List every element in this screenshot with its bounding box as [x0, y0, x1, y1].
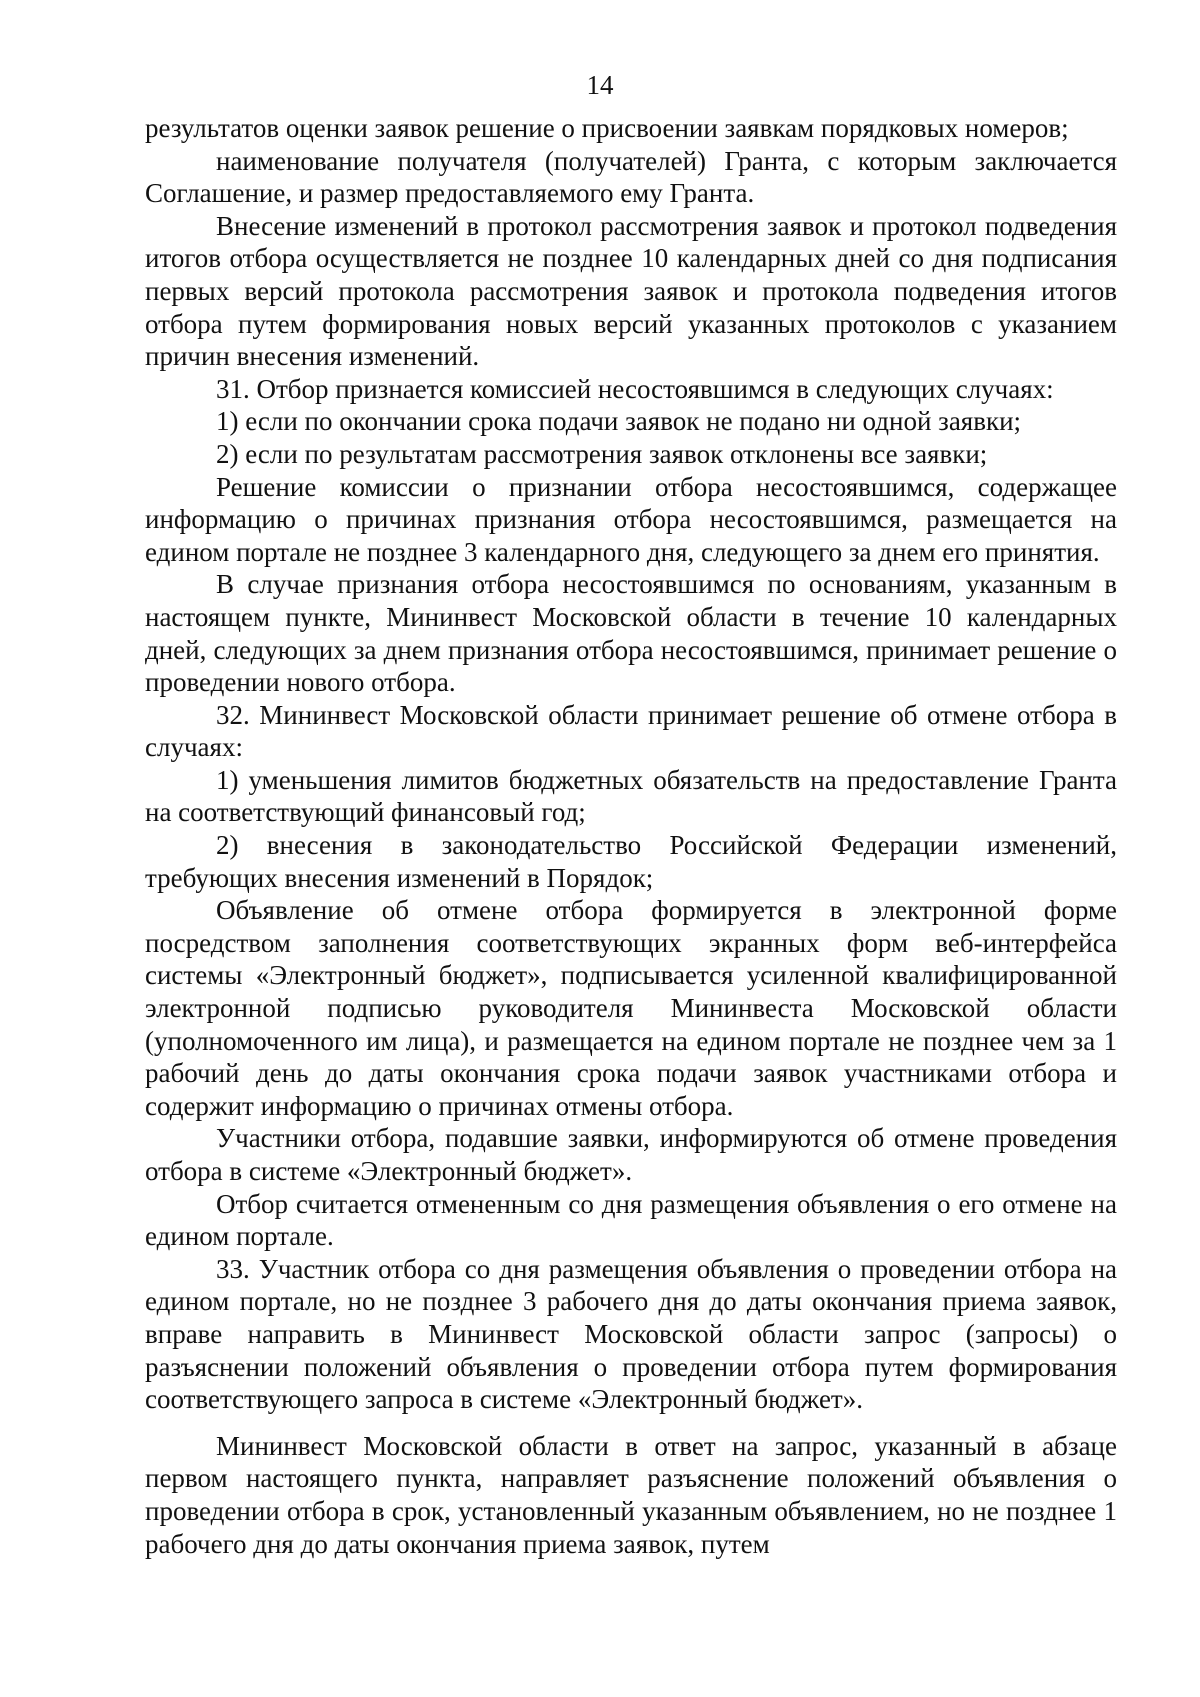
document-body — [145, 112, 1117, 1560]
paragraph: 32. Мининвест Московской области принимает решение об отмене отбора в случаях: — [145, 699, 1117, 763]
paragraph: наименование получателя (получателей) Гранта, с которым заключается Соглашение, и размер предоставляемого ему Гранта. — [145, 145, 1117, 209]
paragraph: Решение комиссии о признании отбора несостоявшимся, содержащее информацию о причинах признания отбора несостоявшимся, размещается на едином портале не позднее 3 календарного дня, следующего за днем его принятия. — [145, 471, 1117, 567]
page-number: 14 — [586, 70, 614, 100]
paragraph: 1) уменьшения лимитов бюджетных обязательств на предоставление Гранта на соответствующий финансовый год; — [145, 764, 1117, 828]
paragraph: Участники отбора, подавшие заявки, информируются об отмене проведения отбора в системе «Электронный бюджет». — [145, 1123, 1117, 1186]
paragraph: Объявление об отмене отбора формируется в электронной форме посредством заполнения соответствующих экранных форм веб-интерфейса системы «Электронный бюджет», подписывается усиленной квалифицированной электронной подписью руководителя Мининвеста Московской области (уполномоченного им лица), и размещается на едином портале не позднее чем за 1 рабочий день до даты окончания срока подачи заявок участниками отбора и содержит информацию о причинах отмены отбора. — [145, 895, 1117, 1121]
paragraph: 2) внесения в законодательство Российской Федерации изменений, требующих внесения изменений в Порядок; — [145, 830, 1117, 893]
paragraph: Отбор считается отмененным со дня размещения объявления о его отмене на едином портале. — [145, 1188, 1117, 1252]
paragraph: В случае признания отбора несостоявшимся по основаниям, указанным в настоящем пункте, Мининвест Московской области в течение 10 календарных дней, следующих за днем признания отбора несостоявшимся, принимает решение о проведении нового отбора. — [145, 569, 1117, 698]
paragraph: Мининвест Московской области в ответ на запрос, указанный в абзаце первом настоящего пункта, направляет разъяснение положений объявления о проведении отбора в срок, установленный указанным объявлением, но не позднее 1 рабочего дня до даты окончания приема заявок, путем — [145, 1430, 1117, 1559]
paragraph: Внесение изменений в протокол рассмотрения заявок и протокол подведения итогов отбора осуществляется не позднее 10 календарных дней со дня подписания первых версий протокола рассмотрения заявок и протокола подведения итогов отбора путем формирования новых версий указанных протоколов с указанием причин внесения изменений. — [145, 210, 1117, 372]
paragraph: 1) если по окончании срока подачи заявок не подано ни одной заявки; — [216, 406, 1022, 437]
paragraph: 31. Отбор признается комиссией несостоявшимся в следующих случаях: — [216, 373, 1054, 404]
paragraph: 33. Участник отбора со дня размещения объявления о проведении отбора на едином портале, но не позднее 3 рабочего дня до даты окончания приема заявок, вправе направить в Мининвест Московской области запрос (запросы) о разъяснении положений объявления о проведении отбора путем формирования соответствующего запроса в системе «Электронный бюджет». — [145, 1253, 1117, 1415]
paragraph: 2) если по результатам рассмотрения заявок отклонены все заявки; — [216, 438, 988, 469]
paragraph: результатов оценки заявок решение о присвоении заявкам порядковых номеров; — [145, 113, 1069, 143]
